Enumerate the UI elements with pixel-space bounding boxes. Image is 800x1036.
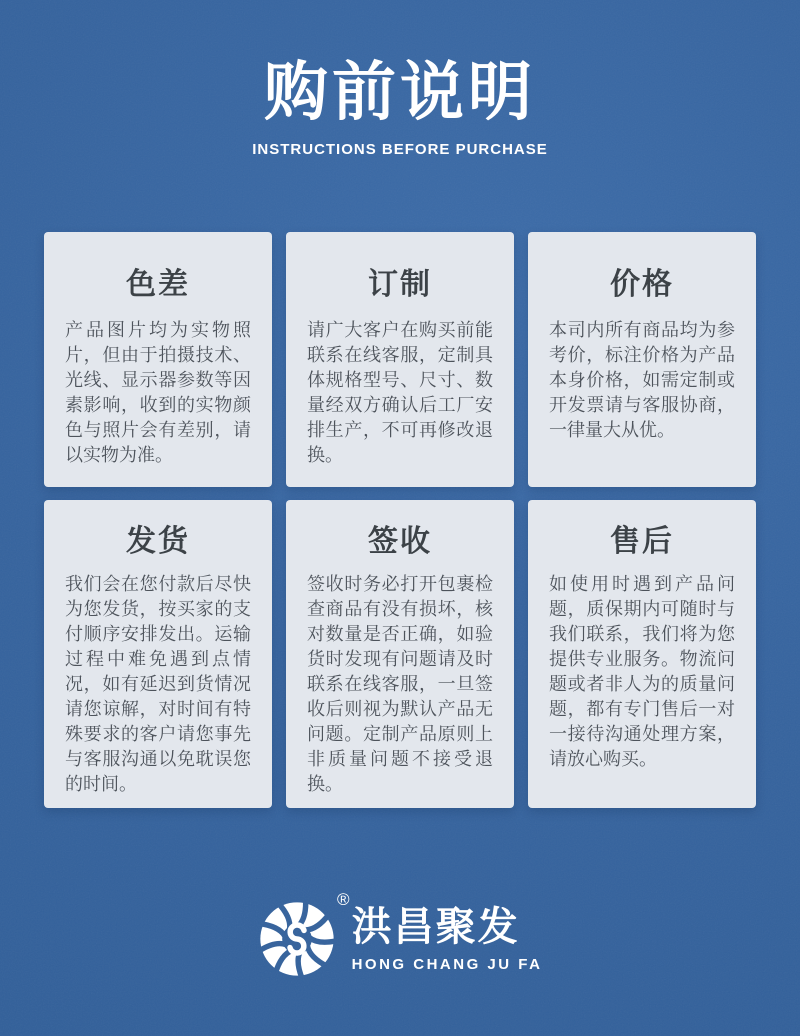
card-title: 签收 xyxy=(368,525,432,558)
brand-logo-mark xyxy=(258,890,350,978)
card-receipt xyxy=(286,500,514,808)
page-header xyxy=(0,0,800,159)
aperture-swirl-icon xyxy=(258,900,336,978)
card-title: 订制 xyxy=(368,268,432,301)
card-body: 我们会在您付款后尽快为您发货，按买家的支付顺序安排发出。运输过程中难免遇到点情况，如有延迟到货情况请您谅解，对时间有特殊要求的客户请您事先与客服沟通以免耽误您的时间。 xyxy=(65,574,251,794)
card-price xyxy=(528,232,756,487)
card-body: 请广大客户在购买前能联系在线客服，定制具体规格型号、尺寸、数量经双方确认后工厂安排生产，不可再修改退换。 xyxy=(307,320,493,465)
brand-logo-text xyxy=(352,905,543,973)
card-body: 签收时务必打开包裹检查商品有没有损坏，核对数量是否正确，如验货时发现有问题请及时联系在线客服，一旦签收后则视为默认产品无问题。定制产品原则上非质量问题不接受退换。 xyxy=(307,574,493,794)
card-color-difference xyxy=(44,232,272,487)
card-title: 价格 xyxy=(610,268,674,301)
brand-name-en: HONG CHANG JU FA xyxy=(351,956,543,973)
registered-trademark-icon: ® xyxy=(337,890,350,909)
page-title: 购前说明 xyxy=(264,56,536,128)
card-body: 产品图片均为实物照片，但由于拍摄技术、光线、显示器参数等因素影响，收到的实物颜色与照片会有差别，请以实物为准。 xyxy=(65,320,251,465)
card-title: 发货 xyxy=(126,525,190,558)
card-body: 本司内所有商品均为参考价，标注价格为产品本身价格，如需定制或开发票请与客服协商，一律量大从优。 xyxy=(549,320,735,440)
page-subtitle: INSTRUCTIONS BEFORE PURCHASE xyxy=(252,141,548,158)
card-after-sales xyxy=(528,500,756,808)
info-card-grid xyxy=(44,232,756,808)
card-shipping xyxy=(44,500,272,808)
brand-logo xyxy=(258,890,543,978)
card-customization xyxy=(286,232,514,487)
brand-name-cn: 洪昌聚发 xyxy=(351,905,520,949)
brand-footer xyxy=(0,890,800,978)
card-title: 色差 xyxy=(126,268,190,301)
card-title: 售后 xyxy=(610,525,674,558)
card-body: 如使用时遇到产品问题，质保期内可随时与我们联系，我们将为您提供专业服务。物流问题或者非人为的质量问题，都有专门售后一对一接待沟通处理方案，请放心购买。 xyxy=(549,574,735,769)
